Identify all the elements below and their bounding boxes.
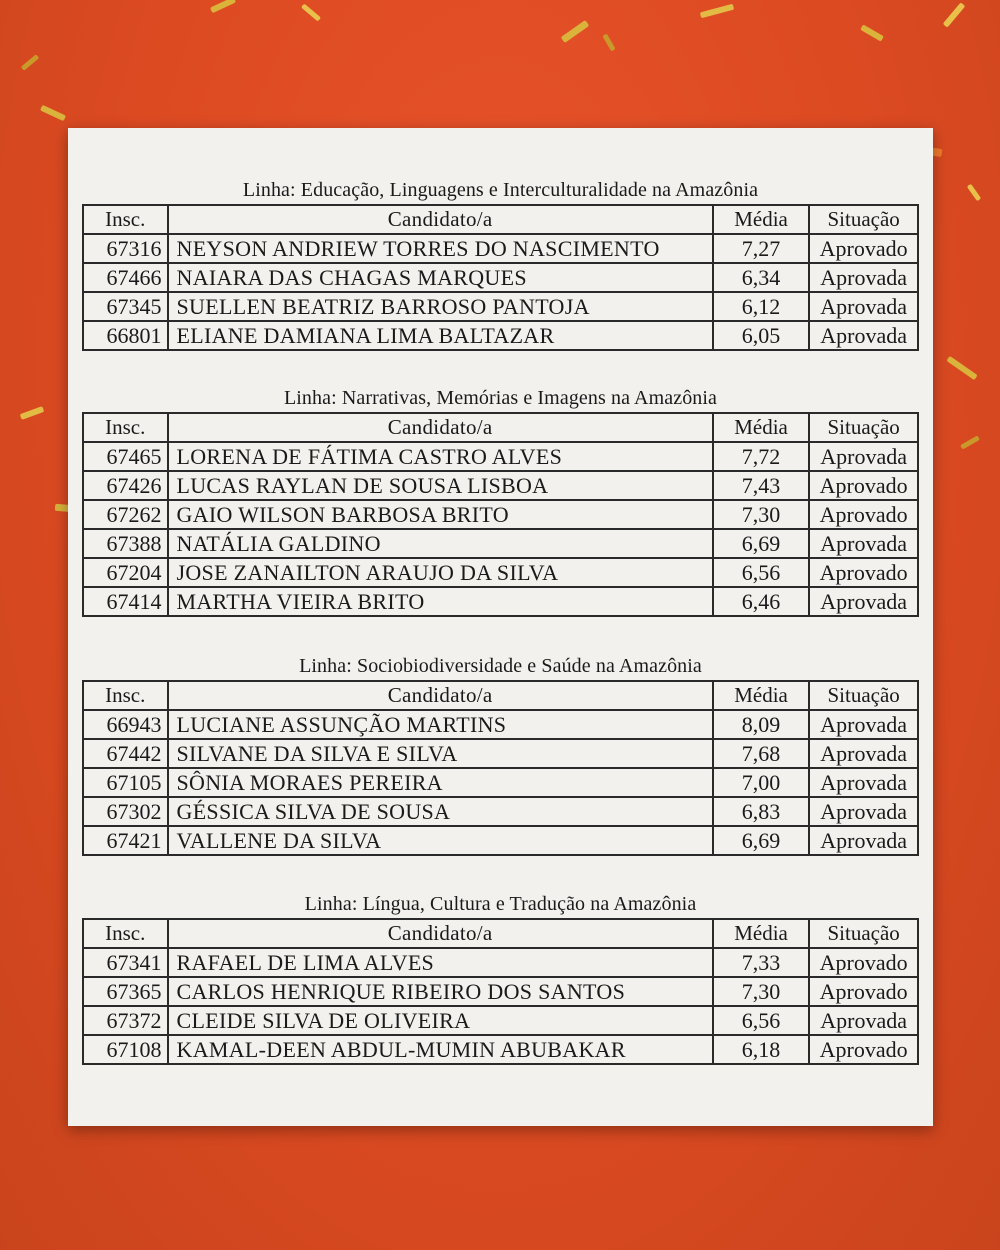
cell-situacao: Aprovado (809, 558, 918, 587)
table-header-row (83, 413, 918, 442)
cell-name: SUELLEN BEATRIZ BARROSO PANTOJA (168, 292, 713, 321)
cell-name: NEYSON ANDRIEW TORRES DO NASCIMENTO (168, 234, 713, 263)
confetti-piece (40, 105, 66, 121)
cell-name: NAIARA DAS CHAGAS MARQUES (168, 263, 713, 292)
header-media: Média (713, 205, 810, 234)
header-situacao: Situação (809, 919, 918, 948)
section-title: Linha: Narrativas, Memórias e Imagens na Amazônia (283, 387, 718, 409)
cell-media: 6,34 (713, 263, 810, 292)
cell-media: 6,12 (713, 292, 810, 321)
confetti-piece (21, 54, 40, 71)
header-media: Média (713, 919, 810, 948)
cell-insc: 67105 (83, 768, 168, 797)
cell-media: 6,69 (713, 826, 810, 855)
section-narrativas (82, 384, 919, 617)
header-insc: Insc. (83, 413, 168, 442)
cell-situacao: Aprovada (809, 321, 918, 350)
cell-media: 6,83 (713, 797, 810, 826)
cell-situacao: Aprovada (809, 710, 918, 739)
results-sheet (68, 128, 933, 1126)
cell-insc: 67466 (83, 263, 168, 292)
cell-name: NATÁLIA GALDINO (168, 529, 713, 558)
table-row (83, 977, 918, 1006)
cell-name: SÔNIA MORAES PEREIRA (168, 768, 713, 797)
confetti-piece (967, 184, 981, 202)
section-title: Linha: Sociobiodiversidade e Saúde na Amazônia (299, 655, 702, 677)
section-educacao (82, 176, 919, 351)
confetti-piece (301, 4, 321, 22)
cell-insc: 66943 (83, 710, 168, 739)
confetti-piece (561, 20, 590, 43)
results-table (82, 204, 919, 351)
header-insc: Insc. (83, 681, 168, 710)
header-insc: Insc. (83, 919, 168, 948)
confetti-piece (860, 24, 884, 41)
header-media: Média (713, 413, 810, 442)
cell-media: 6,69 (713, 529, 810, 558)
cell-media: 7,00 (713, 768, 810, 797)
cell-situacao: Aprovado (809, 471, 918, 500)
table-row (83, 321, 918, 350)
cell-situacao: Aprovada (809, 1006, 918, 1035)
confetti-piece (20, 406, 45, 420)
header-candidato: Candidato/a (168, 919, 713, 948)
table-row (83, 768, 918, 797)
section-title: Linha: Educação, Linguagens e Interculturalidade na Amazônia (242, 179, 759, 201)
cell-insc: 66801 (83, 321, 168, 350)
cell-insc: 67442 (83, 739, 168, 768)
cell-situacao: Aprovada (809, 292, 918, 321)
cell-name: GÉSSICA SILVA DE SOUSA (168, 797, 713, 826)
cell-situacao: Aprovada (809, 826, 918, 855)
header-media: Média (713, 681, 810, 710)
cell-name: LUCAS RAYLAN DE SOUSA LISBOA (168, 471, 713, 500)
cell-media: 7,68 (713, 739, 810, 768)
results-table (82, 680, 919, 856)
cell-media: 6,56 (713, 1006, 810, 1035)
cell-insc: 67465 (83, 442, 168, 471)
confetti-piece (943, 2, 966, 27)
cell-insc: 67426 (83, 471, 168, 500)
cell-media: 6,18 (713, 1035, 810, 1064)
cell-situacao: Aprovada (809, 529, 918, 558)
cell-insc: 67262 (83, 500, 168, 529)
cell-media: 7,30 (713, 977, 810, 1006)
confetti-piece (960, 435, 980, 449)
results-table (82, 918, 919, 1065)
cell-media: 8,09 (713, 710, 810, 739)
table-row (83, 710, 918, 739)
cell-situacao: Aprovado (809, 977, 918, 1006)
cell-media: 6,05 (713, 321, 810, 350)
header-situacao: Situação (809, 681, 918, 710)
table-header-row (83, 919, 918, 948)
cell-insc: 67414 (83, 587, 168, 616)
cell-name: ELIANE DAMIANA LIMA BALTAZAR (168, 321, 713, 350)
cell-name: JOSE ZANAILTON ARAUJO DA SILVA (168, 558, 713, 587)
table-row (83, 442, 918, 471)
cell-name: SILVANE DA SILVA E SILVA (168, 739, 713, 768)
cell-situacao: Aprovada (809, 587, 918, 616)
confetti-piece (602, 33, 615, 51)
cell-insc: 67108 (83, 1035, 168, 1064)
table-row (83, 471, 918, 500)
cell-media: 7,72 (713, 442, 810, 471)
table-row (83, 558, 918, 587)
header-candidato: Candidato/a (168, 205, 713, 234)
results-table (82, 412, 919, 617)
table-row (83, 263, 918, 292)
table-row (83, 739, 918, 768)
cell-insc: 67365 (83, 977, 168, 1006)
cell-insc: 67372 (83, 1006, 168, 1035)
cell-situacao: Aprovada (809, 442, 918, 471)
cell-media: 7,43 (713, 471, 810, 500)
table-row (83, 948, 918, 977)
cell-media: 7,27 (713, 234, 810, 263)
header-candidato: Candidato/a (168, 413, 713, 442)
cell-insc: 67316 (83, 234, 168, 263)
cell-situacao: Aprovado (809, 500, 918, 529)
cell-name: KAMAL-DEEN ABDUL-MUMIN ABUBAKAR (168, 1035, 713, 1064)
confetti-piece (946, 356, 977, 380)
header-insc: Insc. (83, 205, 168, 234)
table-row (83, 1035, 918, 1064)
cell-insc: 67204 (83, 558, 168, 587)
table-row (83, 234, 918, 263)
cell-situacao: Aprovado (809, 948, 918, 977)
cell-name: CARLOS HENRIQUE RIBEIRO DOS SANTOS (168, 977, 713, 1006)
cell-insc: 67388 (83, 529, 168, 558)
header-situacao: Situação (809, 413, 918, 442)
section-sociobiodiversidade (82, 652, 919, 856)
cell-situacao: Aprovada (809, 768, 918, 797)
table-row (83, 529, 918, 558)
cell-media: 6,46 (713, 587, 810, 616)
cell-name: CLEIDE SILVA DE OLIVEIRA (168, 1006, 713, 1035)
cell-name: LORENA DE FÁTIMA CASTRO ALVES (168, 442, 713, 471)
cell-situacao: Aprovada (809, 739, 918, 768)
section-lingua (82, 890, 919, 1065)
table-row (83, 1006, 918, 1035)
table-row (83, 500, 918, 529)
section-title: Linha: Língua, Cultura e Tradução na Amazônia (304, 893, 697, 915)
header-situacao: Situação (809, 205, 918, 234)
table-header-row (83, 205, 918, 234)
cell-media: 7,30 (713, 500, 810, 529)
cell-name: RAFAEL DE LIMA ALVES (168, 948, 713, 977)
cell-situacao: Aprovada (809, 797, 918, 826)
cell-situacao: Aprovado (809, 234, 918, 263)
table-row (83, 826, 918, 855)
confetti-piece (210, 0, 236, 13)
cell-name: VALLENE DA SILVA (168, 826, 713, 855)
cell-media: 7,33 (713, 948, 810, 977)
cell-name: LUCIANE ASSUNÇÃO MARTINS (168, 710, 713, 739)
confetti-piece (700, 4, 734, 19)
cell-insc: 67302 (83, 797, 168, 826)
cell-name: MARTHA VIEIRA BRITO (168, 587, 713, 616)
table-row (83, 797, 918, 826)
cell-name: GAIO WILSON BARBOSA BRITO (168, 500, 713, 529)
header-candidato: Candidato/a (168, 681, 713, 710)
table-row (83, 587, 918, 616)
table-row (83, 292, 918, 321)
cell-insc: 67341 (83, 948, 168, 977)
cell-situacao: Aprovada (809, 263, 918, 292)
cell-insc: 67421 (83, 826, 168, 855)
table-header-row (83, 681, 918, 710)
cell-insc: 67345 (83, 292, 168, 321)
cell-media: 6,56 (713, 558, 810, 587)
cell-situacao: Aprovado (809, 1035, 918, 1064)
